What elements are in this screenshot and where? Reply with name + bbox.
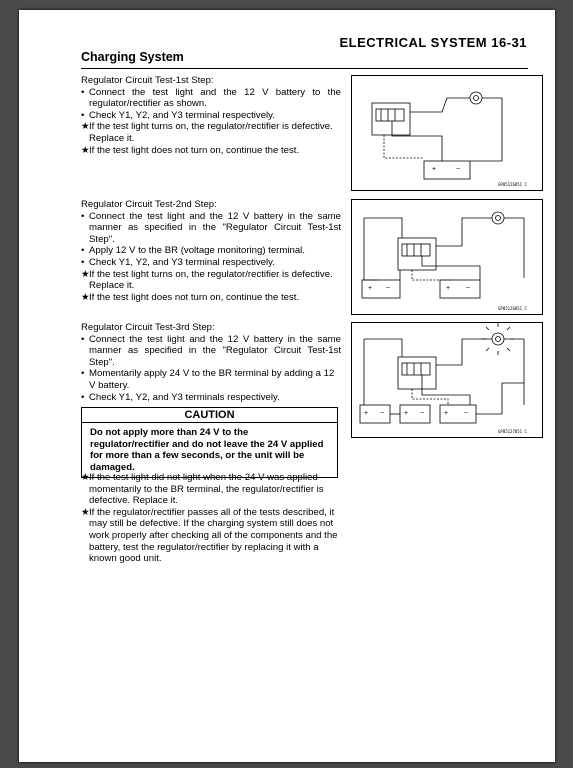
list-item: [81, 110, 341, 122]
list-marker: ★: [81, 268, 90, 280]
battery-minus-label: −: [456, 166, 461, 173]
list-item-text: If the test light does not turn on, continue the test.: [89, 144, 300, 156]
list-item: [81, 368, 341, 391]
list-marker: ★: [81, 144, 90, 156]
results-block: [81, 472, 341, 565]
list-item: [81, 269, 341, 292]
list-item-text: Momentarily apply 24 V to the BR terminal by adding a 12 V battery.: [89, 368, 335, 391]
caution-heading: CAUTION: [82, 408, 337, 423]
battery-plus-label: +: [432, 166, 437, 173]
figure-test-step2: [351, 199, 543, 315]
list-item-text: If the test light turns on, the regulator/rectifier is defective. Replace it.: [89, 121, 333, 144]
battery-plus-label: +: [444, 410, 449, 417]
battery-icon: [424, 161, 470, 179]
test-light-icon: [470, 92, 482, 104]
wiring-diagram-2: [352, 200, 542, 314]
step2-block: [81, 199, 341, 303]
list-item-text: If the regulator/rectifier passes all of the tests described, it may still be defective. If the charging system still does not work properly after checking all of the components and the battery, test the regulator/rectifier by replacing it with a known good unit.: [89, 506, 338, 565]
manual-page: [19, 10, 555, 762]
list-marker: ★: [81, 291, 90, 303]
page-header: ELECTRICAL SYSTEM 16-31: [339, 35, 527, 50]
battery-minus-label: −: [466, 285, 471, 292]
list-item: [81, 87, 341, 110]
list-item: [81, 121, 341, 144]
list-marker: •: [81, 245, 85, 257]
list-item: [81, 292, 341, 304]
caution-box: [81, 407, 338, 478]
battery-minus-label: −: [380, 410, 385, 417]
test-light-icon: [492, 212, 504, 224]
wiring-diagram-1: [352, 76, 542, 190]
battery-plus-label: +: [404, 410, 409, 417]
list-item: [81, 245, 341, 257]
list-item: [81, 334, 341, 369]
figure-code: GP05127851 C: [498, 429, 527, 434]
list-marker: ★: [81, 472, 90, 483]
list-item-text: Connect the test light and the 12 V battery to the regulator/rectifier as shown.: [89, 86, 341, 110]
list-marker: •: [81, 109, 85, 121]
list-item-text: Check Y1, Y2, and Y3 terminals respectively.: [89, 391, 280, 403]
figure-code: GP05126851 C: [498, 306, 527, 311]
figure-test-step1: [351, 75, 543, 191]
section-title: Charging System: [81, 50, 184, 64]
list-item-text: Connect the test light and the 12 V battery in the same manner as specified in the "Regulator Circuit Test-1st Step".: [89, 333, 341, 368]
list-item: [81, 472, 341, 507]
list-item-text: Check Y1, Y2, and Y3 terminal respectively.: [89, 109, 275, 121]
figure-code: GP05126851 C: [498, 182, 527, 187]
list-marker: ★: [81, 121, 90, 133]
results-list: [81, 472, 341, 565]
list-item-text: Connect the test light and the 12 V battery in the same manner as specified in the "Regulator Circuit Test-1st Step".: [89, 210, 341, 245]
list-item: [81, 507, 341, 565]
battery-plus-label: +: [364, 410, 369, 417]
list-item-text: If the test light turns on, the regulator/rectifier is defective. Replace it.: [89, 268, 333, 292]
list-item-text: If the test light does not turn on, continue the test.: [89, 291, 300, 303]
battery-minus-label: −: [420, 410, 425, 417]
list-marker: ★: [81, 506, 90, 518]
list-item: [81, 257, 341, 269]
figure-test-step3: [351, 322, 543, 438]
list-item-text: If the test light did not light when the 24 V was applied momentarily to the BR terminal, the regulator/rectifier is defective. Replace it.: [89, 472, 324, 507]
battery-plus-label: +: [368, 285, 373, 292]
step3-list: [81, 334, 341, 404]
list-marker: •: [81, 391, 85, 403]
wiring-diagram-3: [352, 323, 542, 437]
list-item-text: Check Y1, Y2, and Y3 terminal respectively.: [89, 256, 275, 268]
battery-minus-label: −: [464, 410, 469, 417]
list-item: [81, 392, 341, 404]
caution-text: Do not apply more than 24 V to the regulator/rectifier and do not leave the 24 V applied for more than a few seconds, or the unit will be damaged.: [90, 427, 324, 473]
section-rule: [81, 68, 528, 69]
list-marker: •: [81, 333, 85, 345]
list-marker: •: [81, 256, 85, 268]
step2-list: [81, 211, 341, 304]
step3-heading: Regulator Circuit Test-3rd Step:: [81, 322, 215, 333]
battery-minus-label: −: [386, 285, 391, 292]
battery-plus-label: +: [446, 285, 451, 292]
list-item: [81, 145, 341, 157]
list-item-text: Apply 12 V to the BR (voltage monitoring) terminal.: [89, 245, 305, 257]
step1-heading: Regulator Circuit Test-1st Step:: [81, 75, 214, 86]
list-item: [81, 211, 341, 246]
step1-list: [81, 87, 341, 157]
list-marker: •: [81, 86, 85, 98]
test-light-lit-icon: [492, 333, 504, 345]
list-marker: •: [81, 368, 85, 380]
step3-block: [81, 322, 341, 403]
step2-heading: Regulator Circuit Test-2nd Step:: [81, 199, 217, 210]
step1-block: [81, 75, 341, 156]
list-marker: •: [81, 210, 85, 222]
